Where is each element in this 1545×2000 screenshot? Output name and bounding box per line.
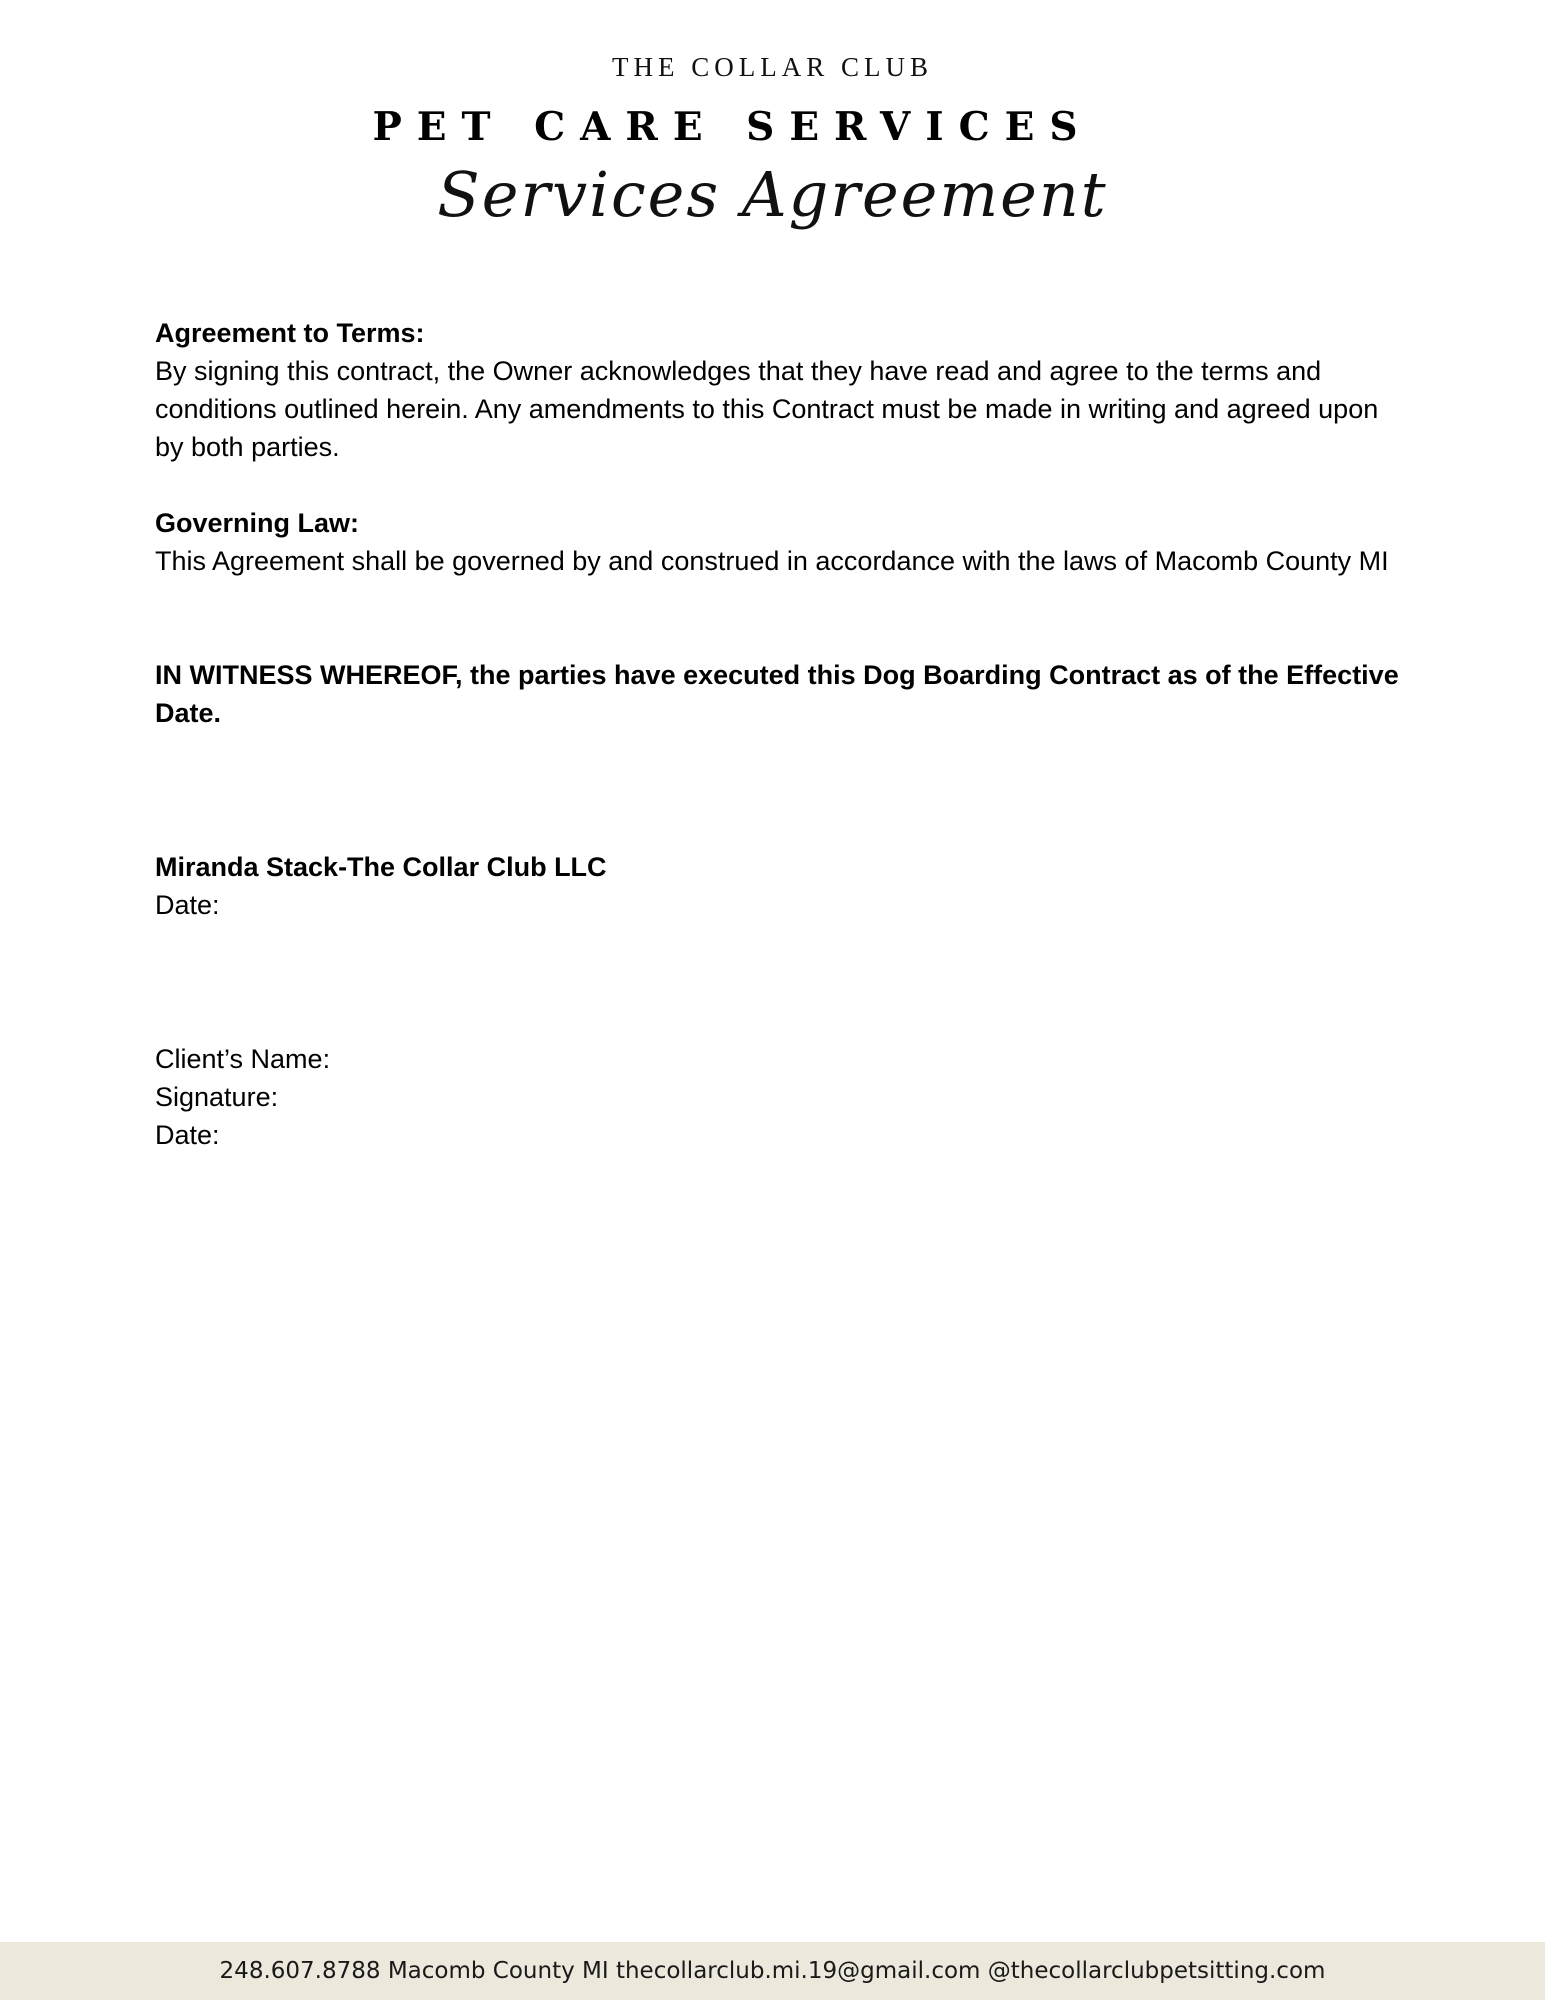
witness-statement: IN WITNESS WHEREOF, the parties have executed this Dog Boarding Contract as of the Effective Date. — [155, 660, 1399, 728]
client-signature-block — [155, 1040, 1405, 1154]
document-subtitle: PET CARE SERVICES — [372, 104, 1093, 150]
terms-body: By signing this contract, the Owner acknowledges that they have read and agree to the terms and conditions outlined herein. Any amendments to this Contract must be made in writing and agreed upon by both parties. — [155, 356, 1379, 462]
terms-section — [155, 314, 1405, 466]
client-date-label: Date: — [155, 1120, 220, 1150]
brand-name: THE COLLAR CLUB — [612, 52, 933, 82]
document-body — [155, 314, 1405, 1154]
provider-signature-block — [155, 848, 1405, 924]
governing-law-heading: Governing Law: — [155, 508, 360, 538]
governing-law-body: This Agreement shall be governed by and construed in accordance with the laws of Macomb County MI — [155, 546, 1389, 576]
document-title: Services Agreement — [437, 158, 1108, 231]
client-signature-label: Signature: — [155, 1082, 279, 1112]
client-name-label: Client’s Name: — [155, 1044, 331, 1074]
footer-contact-text: 248.607.8788 Macomb County MI thecollarclub.mi.19@gmail.com @thecollarclubpetsitting.com — [219, 1958, 1326, 1984]
terms-heading: Agreement to Terms: — [155, 318, 425, 348]
governing-law-section — [155, 504, 1405, 580]
provider-date-label: Date: — [155, 890, 220, 920]
provider-name: Miranda Stack-The Collar Club LLC — [155, 852, 607, 882]
contact-footer — [0, 1942, 1545, 2000]
